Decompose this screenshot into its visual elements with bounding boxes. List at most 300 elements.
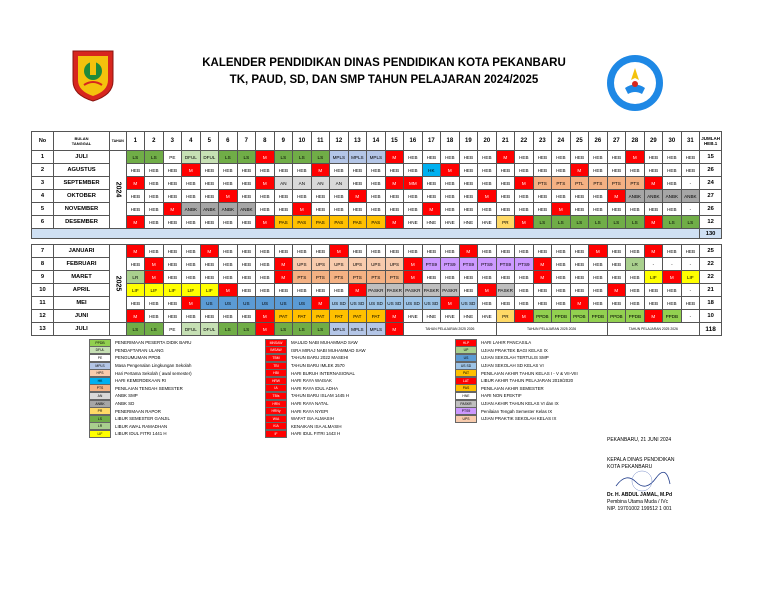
day-cell: HEB	[515, 190, 534, 203]
legend-swatch: PTS9	[455, 407, 477, 415]
month-number: 13	[32, 323, 54, 336]
day-cell: PASKR	[404, 284, 423, 297]
day-cell: LIF	[126, 284, 145, 297]
day-cell: HEB	[552, 271, 571, 284]
day-cell: PAT	[311, 310, 330, 323]
day-cell: HEB	[145, 216, 164, 229]
day-cell: M	[182, 297, 201, 310]
day-cell: MPLS	[348, 323, 367, 336]
day-cell: HEB	[570, 258, 589, 271]
day-cell: PPDB	[663, 310, 682, 323]
subtotal-spacer	[32, 229, 700, 239]
day-cell: LS	[681, 216, 700, 229]
day-cell: HEB	[663, 164, 682, 177]
month-row	[32, 245, 722, 258]
day-cell: HEB	[533, 297, 552, 310]
day-cell: M	[274, 271, 293, 284]
day-cell: HEB	[237, 310, 256, 323]
day-cell: HEB	[515, 203, 534, 216]
day-cell: AN	[274, 177, 293, 190]
day-cell: M	[385, 177, 404, 190]
day-cell: HEB	[589, 297, 608, 310]
day-cell: PTS	[367, 271, 386, 284]
day-cell: HEB	[200, 310, 219, 323]
signature-nip: NIP. 19701002 199512 1 001	[607, 506, 672, 512]
day-cell: LS	[663, 216, 682, 229]
day-cell: -	[681, 203, 700, 216]
header-no: No	[32, 132, 54, 151]
day-cell: US	[237, 297, 256, 310]
day-cell: HEB	[200, 177, 219, 190]
day-cell: HEB	[163, 310, 182, 323]
day-cell: PAT	[293, 310, 312, 323]
legend-text: UJIAN PRAKTIK SEKOLAH KELAS IX	[481, 416, 557, 422]
day-cell: HEB	[607, 151, 626, 164]
signature-place-date: PEKANBARU, 21 JUNI 2024	[607, 437, 672, 443]
day-cell: HEB	[219, 177, 238, 190]
legend-text: HARI RAYA NATAL	[291, 401, 329, 407]
day-cell: HEB	[496, 177, 515, 190]
day-cell: M	[515, 310, 534, 323]
day-cell: MPLS	[367, 151, 386, 164]
day-cell: HEB	[256, 271, 275, 284]
month-total: 12	[700, 216, 722, 229]
day-cell: HEB	[145, 164, 164, 177]
day-cell: HEB	[293, 164, 312, 177]
day-cell: M	[478, 190, 497, 203]
day-cell: PTS	[385, 271, 404, 284]
day-cell: HEB	[274, 203, 293, 216]
day-cell: HEB	[422, 190, 441, 203]
day-cell: HEB	[663, 203, 682, 216]
legend-text: HARI KEMERDEKAAN RI	[115, 378, 166, 384]
day-cell: HEB	[607, 164, 626, 177]
day-cell: AN	[311, 177, 330, 190]
day-cell: UPS	[385, 258, 404, 271]
day-cell: LIF	[145, 284, 164, 297]
day-cell: MPLS	[330, 323, 349, 336]
day-cell: HEB	[552, 164, 571, 177]
day-cell: LR	[126, 271, 145, 284]
day-cell: PAS	[330, 216, 349, 229]
header-day: 19	[459, 132, 478, 151]
day-cell: US	[293, 297, 312, 310]
day-cell: LIF	[644, 271, 663, 284]
header-day: 18	[441, 132, 460, 151]
day-cell: HEB	[311, 203, 330, 216]
day-cell: PASKR	[422, 284, 441, 297]
legend-text: LIBUR AKHIR TAHUN PELAJARAN 2019/2020	[481, 378, 574, 384]
day-cell: M	[552, 203, 571, 216]
day-cell: PPDB	[552, 310, 571, 323]
day-cell: PAS	[311, 216, 330, 229]
month-row	[32, 216, 722, 229]
day-cell: HEB	[589, 164, 608, 177]
header-day: 20	[478, 132, 497, 151]
day-cell: M	[385, 310, 404, 323]
day-cell: HEB	[644, 151, 663, 164]
legend-text: UJIAN SEKOLAH SD KELAS VI	[481, 363, 544, 369]
day-cell: PPDB	[626, 310, 645, 323]
day-cell: HEB	[663, 151, 682, 164]
legend-swatch: US SD	[455, 362, 477, 370]
day-cell: HEB	[163, 271, 182, 284]
month-number: 8	[32, 258, 54, 271]
day-cell: -	[681, 310, 700, 323]
day-cell: HEB	[385, 203, 404, 216]
month-row	[32, 258, 722, 271]
day-cell: HEB	[182, 245, 201, 258]
day-cell: -	[663, 258, 682, 271]
legend-swatch: HRNy	[265, 407, 287, 415]
day-cell: HEB	[607, 245, 626, 258]
day-cell: HEB	[478, 203, 497, 216]
month-name: APRIL	[54, 284, 110, 297]
day-cell: HEB	[330, 284, 349, 297]
month-total: 15	[700, 151, 722, 164]
day-cell: M	[626, 151, 645, 164]
day-cell: M	[219, 284, 238, 297]
month-name: JUNI	[54, 310, 110, 323]
day-cell: HEB	[404, 190, 423, 203]
day-cell: ANBK	[626, 190, 645, 203]
day-cell: PASKR	[367, 284, 386, 297]
day-cell: HEB	[126, 203, 145, 216]
header-tahun-text: TAHUN	[111, 139, 124, 143]
legend-text: UJIAN PRAKTEK BAGI KELAS IX	[481, 347, 548, 353]
legend-text: PENGUMUMAN PPDB	[115, 355, 161, 361]
legend-text: ANBK SD	[115, 401, 135, 407]
day-cell: HEB	[607, 271, 626, 284]
day-cell: HEB	[145, 297, 164, 310]
day-cell: HEB	[163, 216, 182, 229]
header-day: 5	[200, 132, 219, 151]
day-cell: LS	[126, 151, 145, 164]
day-cell: HEB	[293, 245, 312, 258]
month-number: 12	[32, 310, 54, 323]
day-cell: HEB	[126, 190, 145, 203]
day-cell: HEB	[274, 284, 293, 297]
legend-swatch: HNE	[455, 392, 477, 400]
day-cell: M	[348, 190, 367, 203]
legend-text: Hari Pertama Sekolah ( awal semester)	[115, 370, 192, 376]
day-cell: HEB	[163, 297, 182, 310]
header-tanggal: TANGGAL	[71, 141, 92, 146]
day-cell: LS	[552, 216, 571, 229]
day-cell: HNE	[404, 310, 423, 323]
day-cell: HEB	[422, 177, 441, 190]
month-row	[32, 203, 722, 216]
day-cell: PPDB	[570, 310, 589, 323]
day-cell: HEB	[200, 164, 219, 177]
day-cell: HEB	[663, 245, 682, 258]
day-cell: HEB	[607, 203, 626, 216]
day-cell: M	[182, 164, 201, 177]
signature-name: Dr. H. ABDUL JAMAL, M.Pd	[607, 492, 673, 498]
signature-rank: Pembina Utama Muda / IVc	[607, 499, 669, 505]
month-total: 26	[700, 164, 722, 177]
day-cell: HEB	[626, 164, 645, 177]
day-cell: HEB	[478, 297, 497, 310]
day-cell: HEB	[293, 284, 312, 297]
day-cell: LIF	[163, 284, 182, 297]
day-cell: HEB	[681, 151, 700, 164]
header-day: 6	[219, 132, 238, 151]
day-cell: PTS	[533, 177, 552, 190]
day-cell: -	[681, 177, 700, 190]
day-cell: HEB	[330, 190, 349, 203]
month-total: 10	[700, 310, 722, 323]
legend-swatch: UP	[455, 346, 477, 354]
day-cell: HEB	[163, 177, 182, 190]
day-cell: LS	[607, 216, 626, 229]
month-name: DESEMBER	[54, 216, 110, 229]
day-cell: HEB	[219, 310, 238, 323]
legend-text: ISRA MIRAJ NABI MUHAMMAD SAW	[291, 347, 366, 353]
day-cell: PR	[496, 310, 515, 323]
legend-swatch: PASKR	[455, 400, 477, 408]
header-day: 14	[367, 132, 386, 151]
day-cell: M	[256, 177, 275, 190]
header-day: 17	[422, 132, 441, 151]
header-day: 16	[404, 132, 423, 151]
day-cell: HEB	[311, 245, 330, 258]
day-cell: DFUL	[182, 323, 201, 336]
day-cell: HEB	[663, 177, 682, 190]
legend-item	[265, 430, 365, 438]
day-cell: M	[126, 310, 145, 323]
legend-text: PENILAIAN AKHIR TAHUN KELAS I - V & VII-VIII	[481, 370, 578, 376]
header-day: 3	[163, 132, 182, 151]
signature-stamp	[612, 470, 672, 492]
day-cell: UPS	[348, 258, 367, 271]
day-cell: LS	[219, 323, 238, 336]
day-cell: HEB	[274, 164, 293, 177]
day-cell: PTS	[311, 271, 330, 284]
subtotal-value: 130	[700, 229, 722, 239]
legend-swatch: LIF	[89, 430, 111, 438]
legend-swatch: PAS	[455, 384, 477, 392]
day-cell: HNE	[459, 216, 478, 229]
day-cell: HEB	[626, 203, 645, 216]
day-cell: HEB	[478, 245, 497, 258]
year-note: TAHUN PELAJARAN 2025 2026	[607, 323, 700, 336]
day-cell: HEB	[219, 164, 238, 177]
legend-text: PENILAIAN AKHIR SEMESTER	[481, 385, 544, 391]
header-day: 4	[182, 132, 201, 151]
header-day: 2	[145, 132, 164, 151]
day-cell: HEB	[348, 164, 367, 177]
legend-swatch: IF	[265, 430, 287, 438]
day-cell: HEB	[200, 216, 219, 229]
day-cell: HEB	[219, 271, 238, 284]
day-cell: HNE	[422, 310, 441, 323]
day-cell: ANBK	[644, 190, 663, 203]
header-day: 12	[330, 132, 349, 151]
day-cell: HEB	[256, 203, 275, 216]
legend-text: LIBUR SEMESTER GANJIL	[115, 416, 170, 422]
day-cell: M	[533, 258, 552, 271]
day-cell: HEB	[515, 271, 534, 284]
day-cell: LS	[293, 151, 312, 164]
day-cell: HEB	[274, 190, 293, 203]
day-cell: M	[145, 271, 164, 284]
month-row	[32, 284, 722, 297]
day-cell: HEB	[441, 245, 460, 258]
day-cell: HEB	[533, 245, 552, 258]
day-cell: LS	[219, 151, 238, 164]
day-cell: M	[644, 216, 663, 229]
day-cell: M	[126, 245, 145, 258]
day-cell: HEB	[200, 258, 219, 271]
legend-text: ANBK SMP	[115, 393, 138, 399]
day-cell: UPS	[311, 258, 330, 271]
day-cell: HEB	[552, 258, 571, 271]
legend-swatch: DFUL	[89, 346, 111, 354]
day-cell: PTS	[293, 271, 312, 284]
day-cell: ANBK	[219, 203, 238, 216]
month-total: 18	[700, 297, 722, 310]
day-cell: ANBK	[237, 203, 256, 216]
legend-text: TAHUN BARU IMLEK 2570	[291, 363, 345, 369]
year-note: TAHUN PELAJARAN 2025 2026	[496, 323, 607, 336]
day-cell: HEB	[237, 177, 256, 190]
day-cell: HEB	[404, 245, 423, 258]
day-cell: HEB	[163, 245, 182, 258]
day-cell: M	[145, 258, 164, 271]
day-cell: HEB	[330, 203, 349, 216]
day-cell: PTS9	[422, 258, 441, 271]
year-label-text: 2024	[114, 181, 122, 198]
day-cell: M	[385, 151, 404, 164]
day-cell: PTS	[589, 177, 608, 190]
day-cell: ANBK	[200, 203, 219, 216]
day-cell: HEB	[515, 284, 534, 297]
legend-swatch: PE	[89, 354, 111, 362]
day-cell: LS	[589, 216, 608, 229]
header-day: 31	[681, 132, 700, 151]
day-cell: PAS	[293, 216, 312, 229]
day-cell: HEB	[552, 245, 571, 258]
header-bulan: BULAN	[74, 136, 89, 141]
day-cell: US SD	[330, 297, 349, 310]
month-name: MEI	[54, 297, 110, 310]
day-cell: HEB	[607, 258, 626, 271]
legend-text: Masa Pengenalan Lingkungan Sekolah	[115, 363, 192, 369]
month-name: JULI	[54, 323, 110, 336]
day-cell: M	[441, 297, 460, 310]
day-cell: M	[570, 164, 589, 177]
day-cell: MPLS	[348, 151, 367, 164]
day-cell: M	[126, 177, 145, 190]
day-cell: HEB	[126, 164, 145, 177]
signature-role-line2: KOTA PEKANBARU	[607, 464, 653, 470]
legend-column-3	[455, 339, 578, 423]
day-cell: HEB	[145, 203, 164, 216]
day-cell: HEB	[182, 177, 201, 190]
legend-swatch: LAT	[455, 377, 477, 385]
day-cell: M	[644, 310, 663, 323]
day-cell: HEB	[126, 297, 145, 310]
month-name: FEBRUARI	[54, 258, 110, 271]
legend-swatch: HPS	[89, 369, 111, 377]
day-cell: PR	[496, 216, 515, 229]
header-jumlah: JUMLAH HEB.1	[700, 132, 722, 151]
day-cell: HEB	[589, 284, 608, 297]
day-cell: HEB	[459, 284, 478, 297]
day-cell: HEB	[145, 310, 164, 323]
header-day: 15	[385, 132, 404, 151]
legend-swatch: LS	[89, 415, 111, 423]
day-cell: US	[219, 297, 238, 310]
day-cell: PAS	[367, 216, 386, 229]
year-note: TAHUN PELAJARAN 2025 2026	[404, 323, 497, 336]
legend-swatch: ANBK	[89, 400, 111, 408]
day-cell: UPS	[330, 258, 349, 271]
day-cell: PAT	[348, 310, 367, 323]
month-name: JANUARI	[54, 245, 110, 258]
day-cell: HEB	[589, 258, 608, 271]
day-cell: HEB	[533, 284, 552, 297]
day-cell: M	[644, 245, 663, 258]
calendar-table	[31, 131, 722, 336]
day-cell: HEB	[626, 271, 645, 284]
day-cell: HEB	[515, 151, 534, 164]
day-cell: HEB	[163, 190, 182, 203]
legend-text: LIBUR AWAL RAMADHAN	[115, 423, 168, 429]
legend-swatch: LR	[89, 422, 111, 430]
legend-swatch: HRN	[265, 400, 287, 408]
day-cell: US SD	[404, 297, 423, 310]
day-cell: HEB	[404, 203, 423, 216]
day-cell: M	[422, 203, 441, 216]
day-cell: M	[404, 271, 423, 284]
header-day: 9	[274, 132, 293, 151]
day-cell: HEB	[496, 271, 515, 284]
day-cell: M	[607, 190, 626, 203]
legend-text: TAHUN BARU 2022 MASEHI	[291, 355, 349, 361]
month-number: 10	[32, 284, 54, 297]
day-cell: HEB	[182, 258, 201, 271]
day-cell: HEB	[163, 164, 182, 177]
day-cell: -	[644, 258, 663, 271]
month-row	[32, 164, 722, 177]
legend-text: HARI LAHIR PANCASILA	[481, 340, 532, 346]
day-cell: HNE	[478, 310, 497, 323]
month-total: 21	[700, 284, 722, 297]
day-cell: PTS	[626, 177, 645, 190]
legend-text: UJIAN SEKOLAH TERTULIS SMP	[481, 355, 549, 361]
day-cell: M	[570, 297, 589, 310]
day-cell: HEB	[533, 203, 552, 216]
day-cell: HEB	[348, 245, 367, 258]
day-cell: M	[293, 203, 312, 216]
day-cell: LR	[626, 258, 645, 271]
legend-swatch: PR	[89, 407, 111, 415]
day-cell: HEB	[589, 271, 608, 284]
month-name: AGUSTUS	[54, 164, 110, 177]
day-cell: ANBK	[681, 190, 700, 203]
day-cell: HEB	[145, 245, 164, 258]
month-row	[32, 151, 722, 164]
day-cell: LIF	[182, 284, 201, 297]
month-number: 3	[32, 177, 54, 190]
legend-swatch: AN	[89, 392, 111, 400]
day-cell: PASKR	[385, 284, 404, 297]
day-cell: -	[681, 284, 700, 297]
day-cell: PTL	[570, 177, 589, 190]
legend-item	[89, 430, 192, 438]
